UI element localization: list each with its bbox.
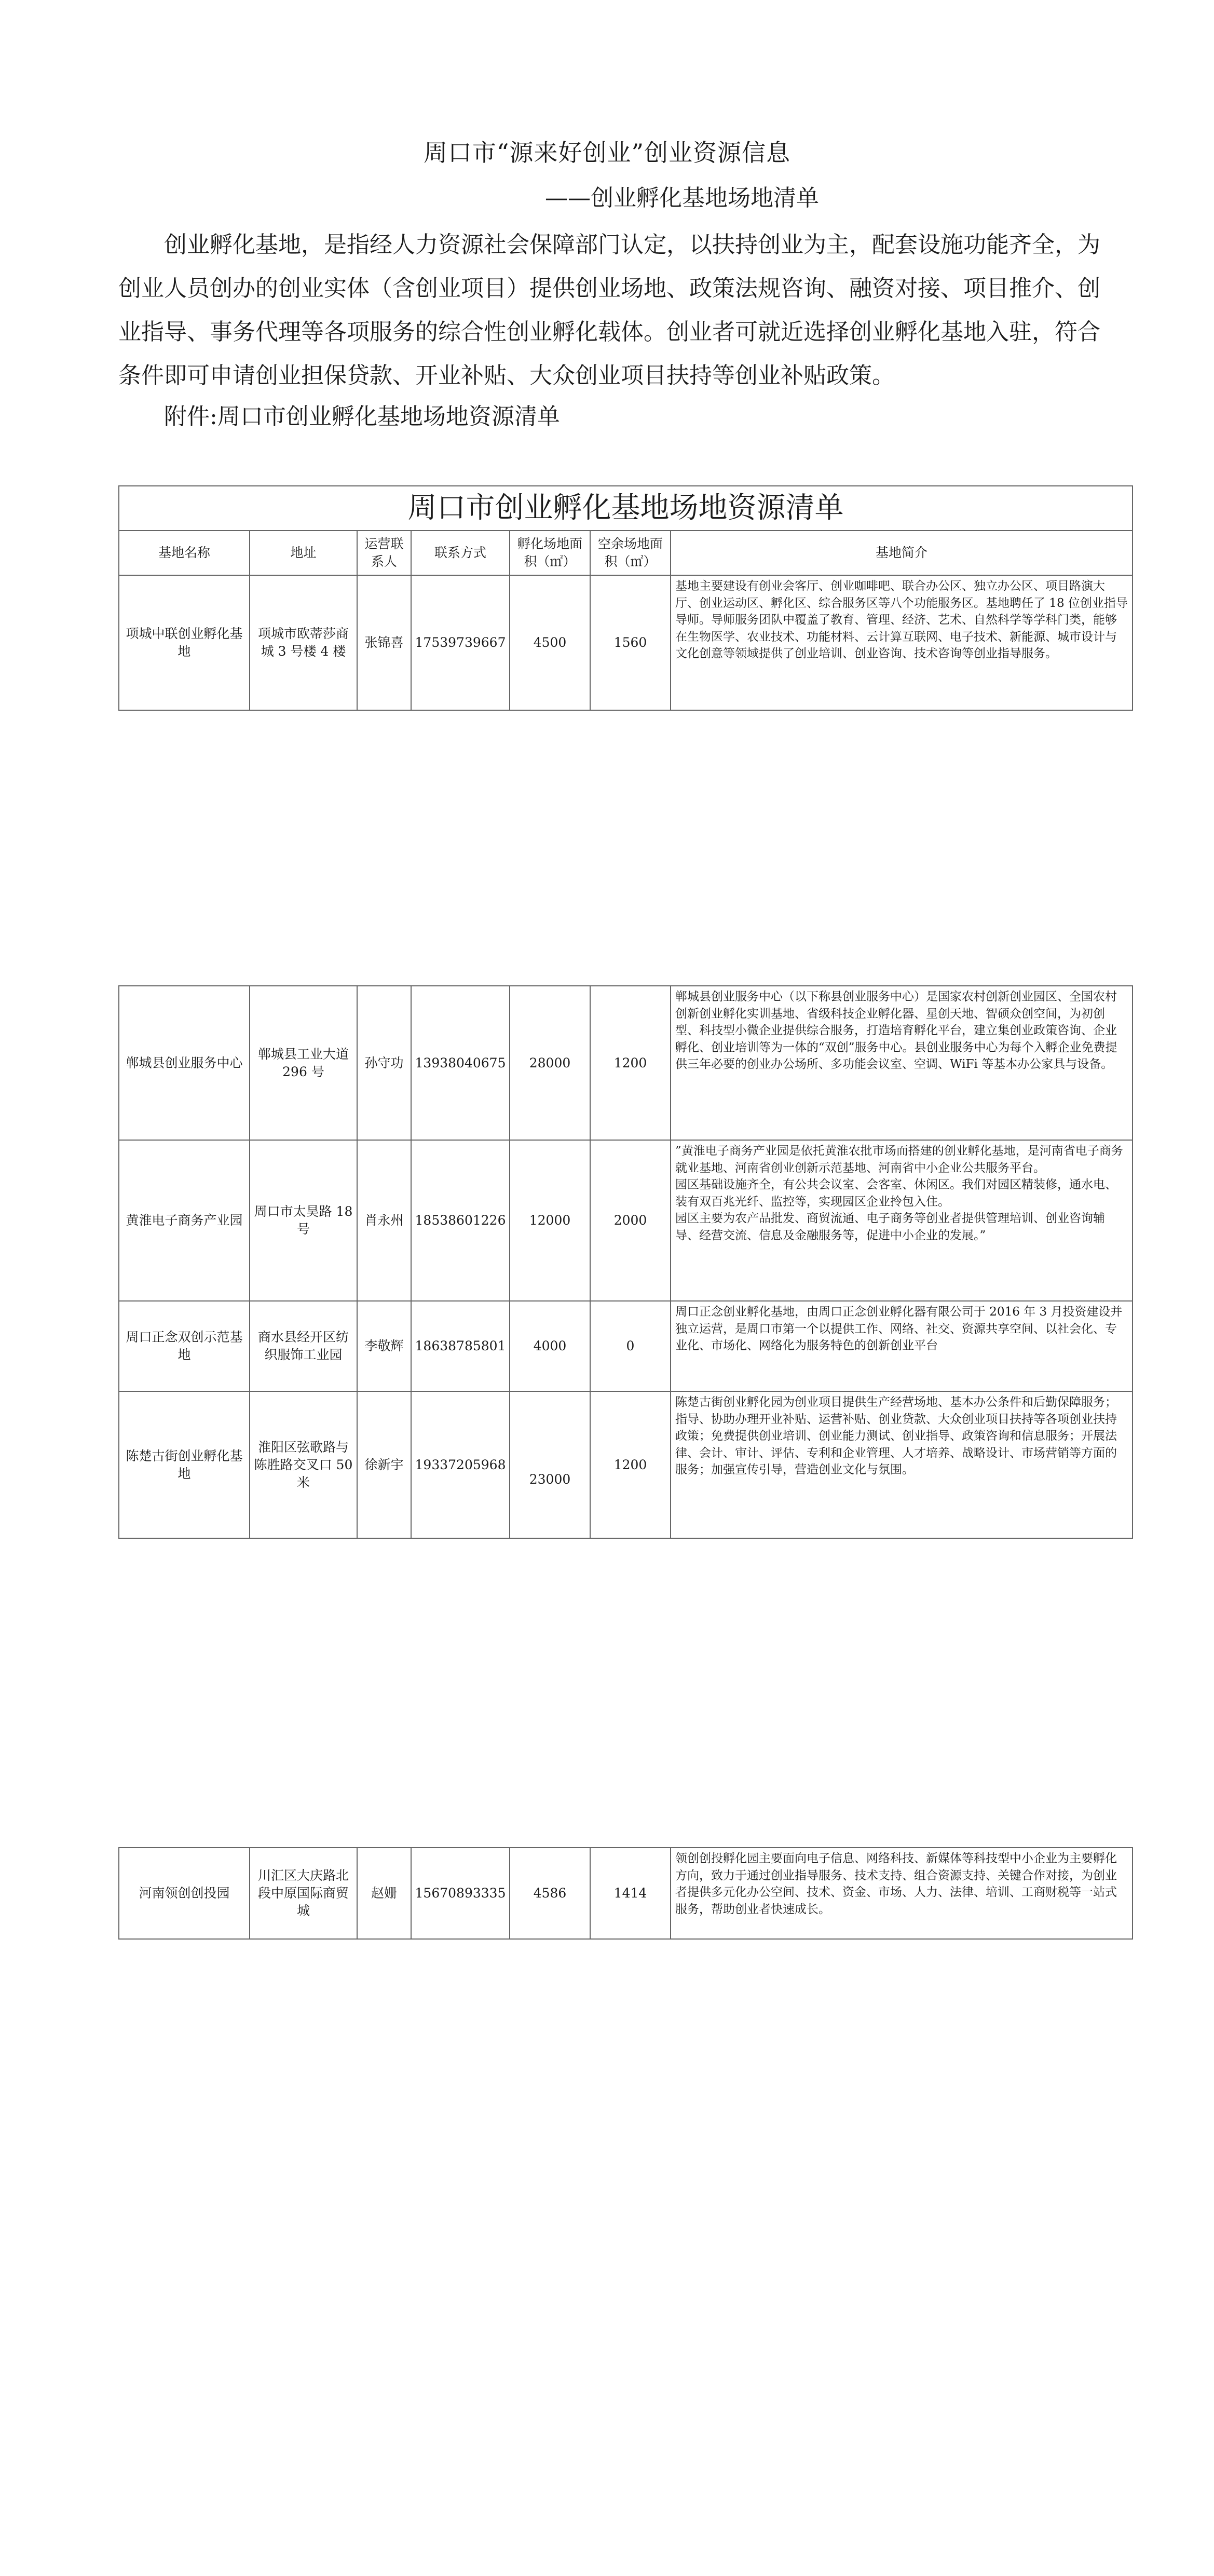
cell-area: 28000 — [510, 986, 590, 1140]
header-intro: 基地简介 — [671, 531, 1133, 575]
cell-intro: 郸城县创业服务中心（以下称县创业服务中心）是国家农村创新创业园区、全国农村创新创业孵化实训基地、省级科技企业孵化器、星创天地、智硕众创空间，为初创型、科技型小微企业提供综合服务，打造培育孵化平台，建立集创业政策咨询、企业孵化、创业培训等为一体的“双创”服务中心。县创业服务中心为每个入孵企业免费提供三年必要的创业办公场所、多功能会议室、空调、WiFi 等基本办公家具与设备。 — [671, 986, 1133, 1140]
cell-area: 4500 — [510, 575, 590, 710]
cell-name: 陈楚古街创业孵化基地 — [119, 1391, 250, 1538]
table-row — [119, 575, 1133, 710]
cell-contact: 孙守功 — [357, 986, 411, 1140]
table-row — [119, 1391, 1133, 1538]
header-name: 基地名称 — [119, 531, 250, 575]
cell-address: 郸城县工业大道 296 号 — [250, 986, 357, 1140]
table-row — [119, 1848, 1133, 1939]
cell-area: 4000 — [510, 1301, 590, 1391]
cell-vacant: 0 — [590, 1301, 671, 1391]
table-header-row — [119, 531, 1133, 575]
cell-phone: 18638785801 — [411, 1301, 510, 1391]
cell-contact: 肖永州 — [357, 1140, 411, 1301]
header-contact: 运营联系人 — [357, 531, 411, 575]
table-caption: 周口市创业孵化基地场地资源清单 — [119, 486, 1133, 531]
cell-phone: 18538601226 — [411, 1140, 510, 1301]
cell-vacant: 1200 — [590, 986, 671, 1140]
cell-contact: 张锦喜 — [357, 575, 411, 710]
resource-table-part-3 — [118, 1847, 1133, 1940]
cell-area: 23000 — [510, 1391, 590, 1538]
cell-address: 川汇区大庆路北段中原国际商贸城 — [250, 1848, 357, 1939]
attachment-note: 附件:周口市创业孵化基地场地资源清单 — [164, 403, 560, 430]
cell-address: 商水县经开区纺织服饰工业园 — [250, 1301, 357, 1391]
cell-contact: 李敬辉 — [357, 1301, 411, 1391]
cell-area: 4586 — [510, 1848, 590, 1939]
table-row — [119, 986, 1133, 1140]
header-area: 孵化场地面积（㎡） — [510, 531, 590, 575]
cell-contact: 赵姗 — [357, 1848, 411, 1939]
cell-intro: 周口正念创业孵化基地，由周口正念创业孵化器有限公司于 2016 年 3 月投资建设并独立运营，是周口市第一个以提供工作、网络、社交、资源共享空间、以社会化、专业化、市场化、网络化为服务特色的创新创业平台 — [671, 1301, 1133, 1391]
cell-name: 郸城县创业服务中心 — [119, 986, 250, 1140]
cell-intro: ”黄淮电子商务产业园是依托黄淮农批市场而搭建的创业孵化基地，是河南省电子商务就业基地、河南省创业创新示范基地、河南省中小企业公共服务平台。 园区基础设施齐全，有公共会议室、会客室、休闲区。我们对园区精装修，通水电、装有双百兆光纤、监控等，实现园区企业拎包入住。 园区主要为农产品批发、商贸流通、电子商务等创业者提供管理培训、创业咨询辅导、经营交流、信息及金融服务等，促进中小企业的发展。” — [671, 1140, 1133, 1301]
cell-name: 项城中联创业孵化基地 — [119, 575, 250, 710]
cell-vacant: 1560 — [590, 575, 671, 710]
table-row — [119, 1140, 1133, 1301]
header-phone: 联系方式 — [411, 531, 510, 575]
cell-name: 周口正念双创示范基地 — [119, 1301, 250, 1391]
cell-name: 黄淮电子商务产业园 — [119, 1140, 250, 1301]
header-vacant: 空余场地面积（㎡） — [590, 531, 671, 575]
header-address: 地址 — [250, 531, 357, 575]
cell-contact: 徐新宇 — [357, 1391, 411, 1538]
cell-intro: 基地主要建设有创业会客厅、创业咖啡吧、联合办公区、独立办公区、项目路演大厅、创业运动区、孵化区、综合服务区等八个功能服务区。基地聘任了 18 位创业指导导师。导师服务团队中覆盖了教育、管理、经济、艺术、自然科学等学科门类，能够在生物医学、农业技术、功能材料、云计算互联网、电子技术、新能源、城市设计与文化创意等领域提供了创业培训、创业咨询、技术咨询等创业指导服务。 — [671, 575, 1133, 710]
cell-phone: 13938040675 — [411, 986, 510, 1140]
document-title: 周口市“源来好创业”创业资源信息 — [423, 139, 791, 167]
cell-area: 12000 — [510, 1140, 590, 1301]
resource-table-part-1 — [118, 485, 1133, 711]
intro-paragraph: 创业孵化基地，是指经人力资源社会保障部门认定，以扶持创业为主，配套设施功能齐全，为创业人员创办的创业实体（含创业项目）提供创业场地、政策法规咨询、融资对接、项目推介、创业指导、事务代理等各项服务的综合性创业孵化载体。创业者可就近选择创业孵化基地入驻，符合条件即可申请创业担保贷款、开业补贴、大众创业项目扶持等创业补贴政策。 — [118, 232, 1100, 389]
table-row — [119, 1301, 1133, 1391]
cell-intro: 陈楚古街创业孵化园为创业项目提供生产经营场地、基本办公条件和后勤保障服务；指导、协助办理开业补贴、运营补贴、创业贷款、大众创业项目扶持等各项创业扶持政策；免费提供创业培训、创业能力测试、创业指导、政策咨询和信息服务；开展法律、会计、审计、评估、专利和企业管理、人才培养、战略设计、市场营销等方面的服务；加强宣传引导，营造创业文化与氛围。 — [671, 1391, 1133, 1538]
cell-address: 淮阳区弦歌路与陈胜路交叉口 50 米 — [250, 1391, 357, 1538]
resource-table-part-2 — [118, 985, 1133, 1539]
document-subtitle: ——创业孵化基地场地清单 — [545, 185, 819, 211]
cell-address: 项城市欧蒂莎商城 3 号楼 4 楼 — [250, 575, 357, 710]
cell-vacant: 1414 — [590, 1848, 671, 1939]
cell-intro: 领创创投孵化园主要面向电子信息、网络科技、新媒体等科技型中小企业为主要孵化方向，致力于通过创业指导服务、技术支持、组合资源支持、关键合作对接，为创业者提供多元化办公空间、技术、资金、市场、人力、法律、培训、工商财税等一站式服务，帮助创业者快速成长。 — [671, 1848, 1133, 1939]
cell-phone: 15670893335 — [411, 1848, 510, 1939]
cell-name: 河南领创创投园 — [119, 1848, 250, 1939]
cell-vacant: 2000 — [590, 1140, 671, 1301]
cell-address: 周口市太昊路 18 号 — [250, 1140, 357, 1301]
cell-phone: 19337205968 — [411, 1391, 510, 1538]
cell-phone: 17539739667 — [411, 575, 510, 710]
cell-vacant: 1200 — [590, 1391, 671, 1538]
